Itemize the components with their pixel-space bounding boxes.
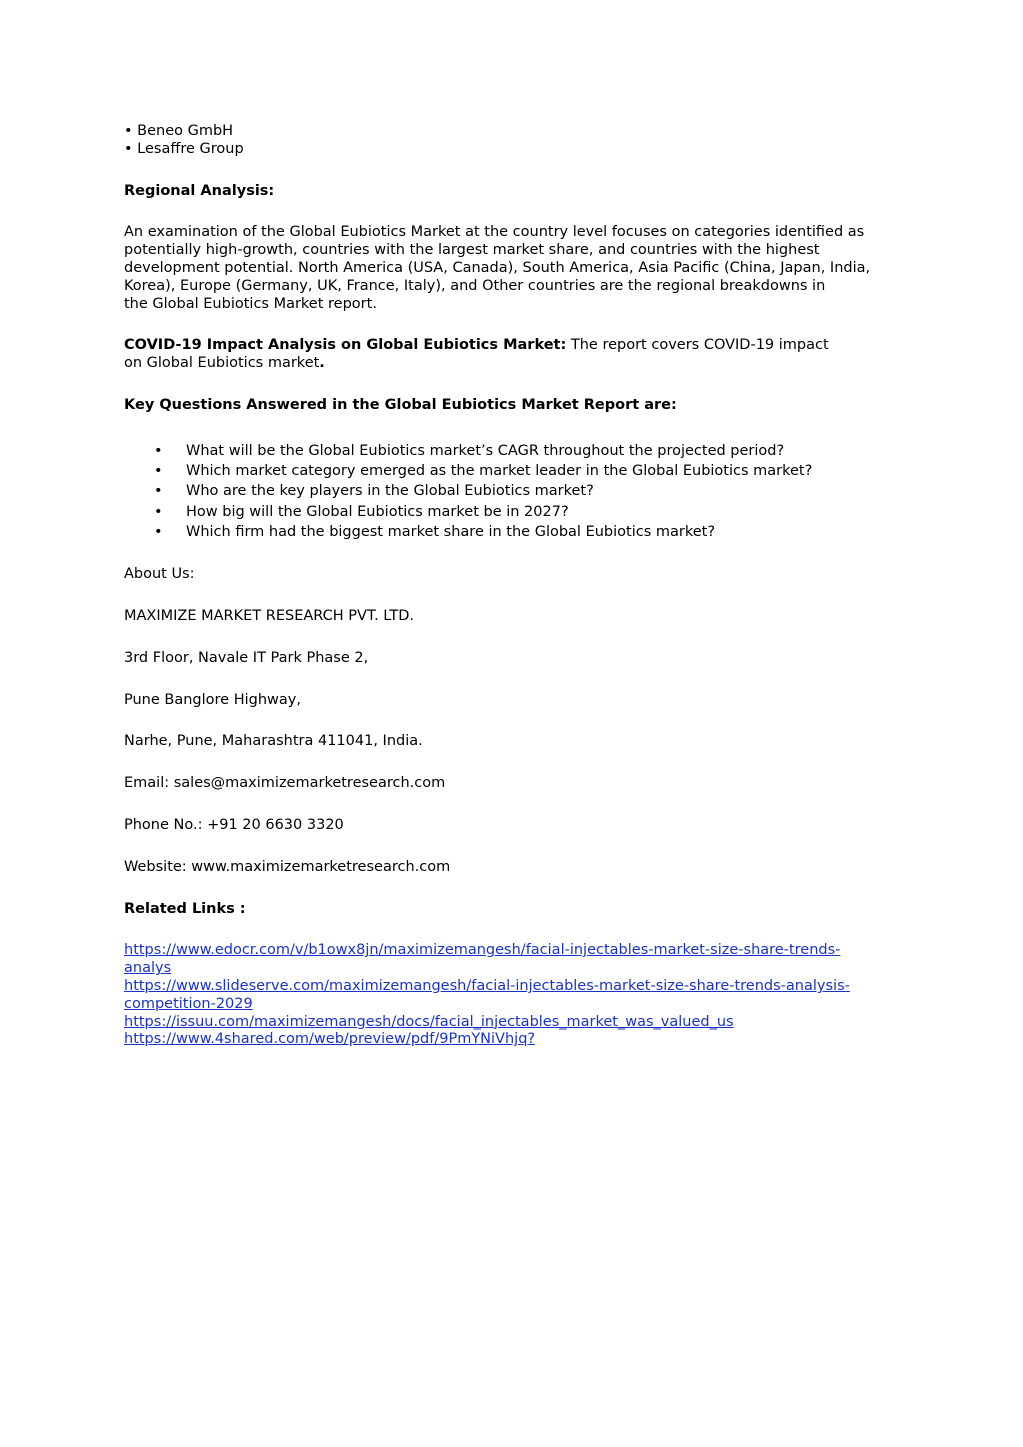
bullet-icon: • [154,483,163,500]
paragraph-line: potentially high-growth, countries with the largest market share, and countries with the highest [124,242,820,259]
bullet-icon: • [154,442,163,459]
related-links-heading: Related Links : [124,900,246,917]
company-list [124,123,904,159]
address-line: Pune Banglore Highway, [124,691,301,708]
regional-analysis-paragraph [124,224,904,313]
covid-period: . [319,355,325,372]
company-item: • Beneo GmbH [124,123,234,139]
list-item: • How big will the Global Eubiotics market be in 2027? [124,502,904,522]
address-line: Narhe, Pune, Maharashtra 411041, India. [124,733,423,750]
document-page [124,123,904,1049]
related-links-list [124,942,904,1049]
paragraph-line: Korea), Europe (Germany, UK, France, Italy), and Other countries are the regional breakdowns in [124,277,826,294]
about-us-label: About Us: [124,566,195,583]
company-name: MAXIMIZE MARKET RESEARCH PVT. LTD. [124,608,415,625]
list-item: • What will be the Global Eubiotics market’s CAGR throughout the projected period? [124,441,904,461]
related-link-issuu[interactable]: https://issuu.com/maximizemangesh/docs/facial_injectables_market_was_valued_us [124,1013,734,1030]
contact-website: Website: www.maximizemarketresearch.com [124,858,451,875]
company-item: • Lesaffre Group [124,140,244,157]
list-item: • Which firm had the biggest market share in the Global Eubiotics market? [124,522,904,542]
related-link-4shared[interactable]: https://www.4shared.com/web/preview/pdf/9PmYNiVhjq? [124,1031,536,1048]
related-link-edocr[interactable]: https://www.edocr.com/v/b1owx8jn/maximizemangesh/facial-injectables-market-size-share-trends- [124,942,841,959]
covid-text: The report covers COVID-19 impact [566,337,829,354]
key-questions-heading: Key Questions Answered in the Global Eubiotics Market Report are: [124,396,677,413]
bullet-icon: • [154,523,163,540]
related-link-edocr-continued[interactable]: analys [124,960,172,977]
bullet-icon: • [154,503,163,520]
regional-analysis-heading: Regional Analysis: [124,182,275,199]
contact-email: Email: sales@maximizemarketresearch.com [124,775,446,792]
contact-phone: Phone No.: +91 20 6630 3320 [124,817,344,834]
address-line: 3rd Floor, Navale IT Park Phase 2, [124,649,369,666]
covid-text: on Global Eubiotics market [124,355,320,372]
key-questions-list [124,441,904,542]
bullet-icon: • [154,463,163,480]
paragraph-line: development potential. North America (USA, Canada), South America, Asia Pacific (China, Japan, India, [124,259,871,276]
paragraph-line: An examination of the Global Eubiotics Market at the country level focuses on categories identified as [124,224,865,241]
related-link-slideserve[interactable]: https://www.slideserve.com/maximizemangesh/facial-injectables-market-size-share-trends-analysis- [124,978,850,995]
covid-paragraph [124,337,904,373]
list-item: • Who are the key players in the Global Eubiotics market? [124,481,904,501]
paragraph-line: the Global Eubiotics Market report. [124,295,377,312]
related-link-slideserve-continued[interactable]: competition-2029 [124,995,253,1012]
covid-heading: COVID-19 Impact Analysis on Global Eubiotics Market: [124,337,567,354]
list-item: • Which market category emerged as the market leader in the Global Eubiotics market? [124,461,904,481]
